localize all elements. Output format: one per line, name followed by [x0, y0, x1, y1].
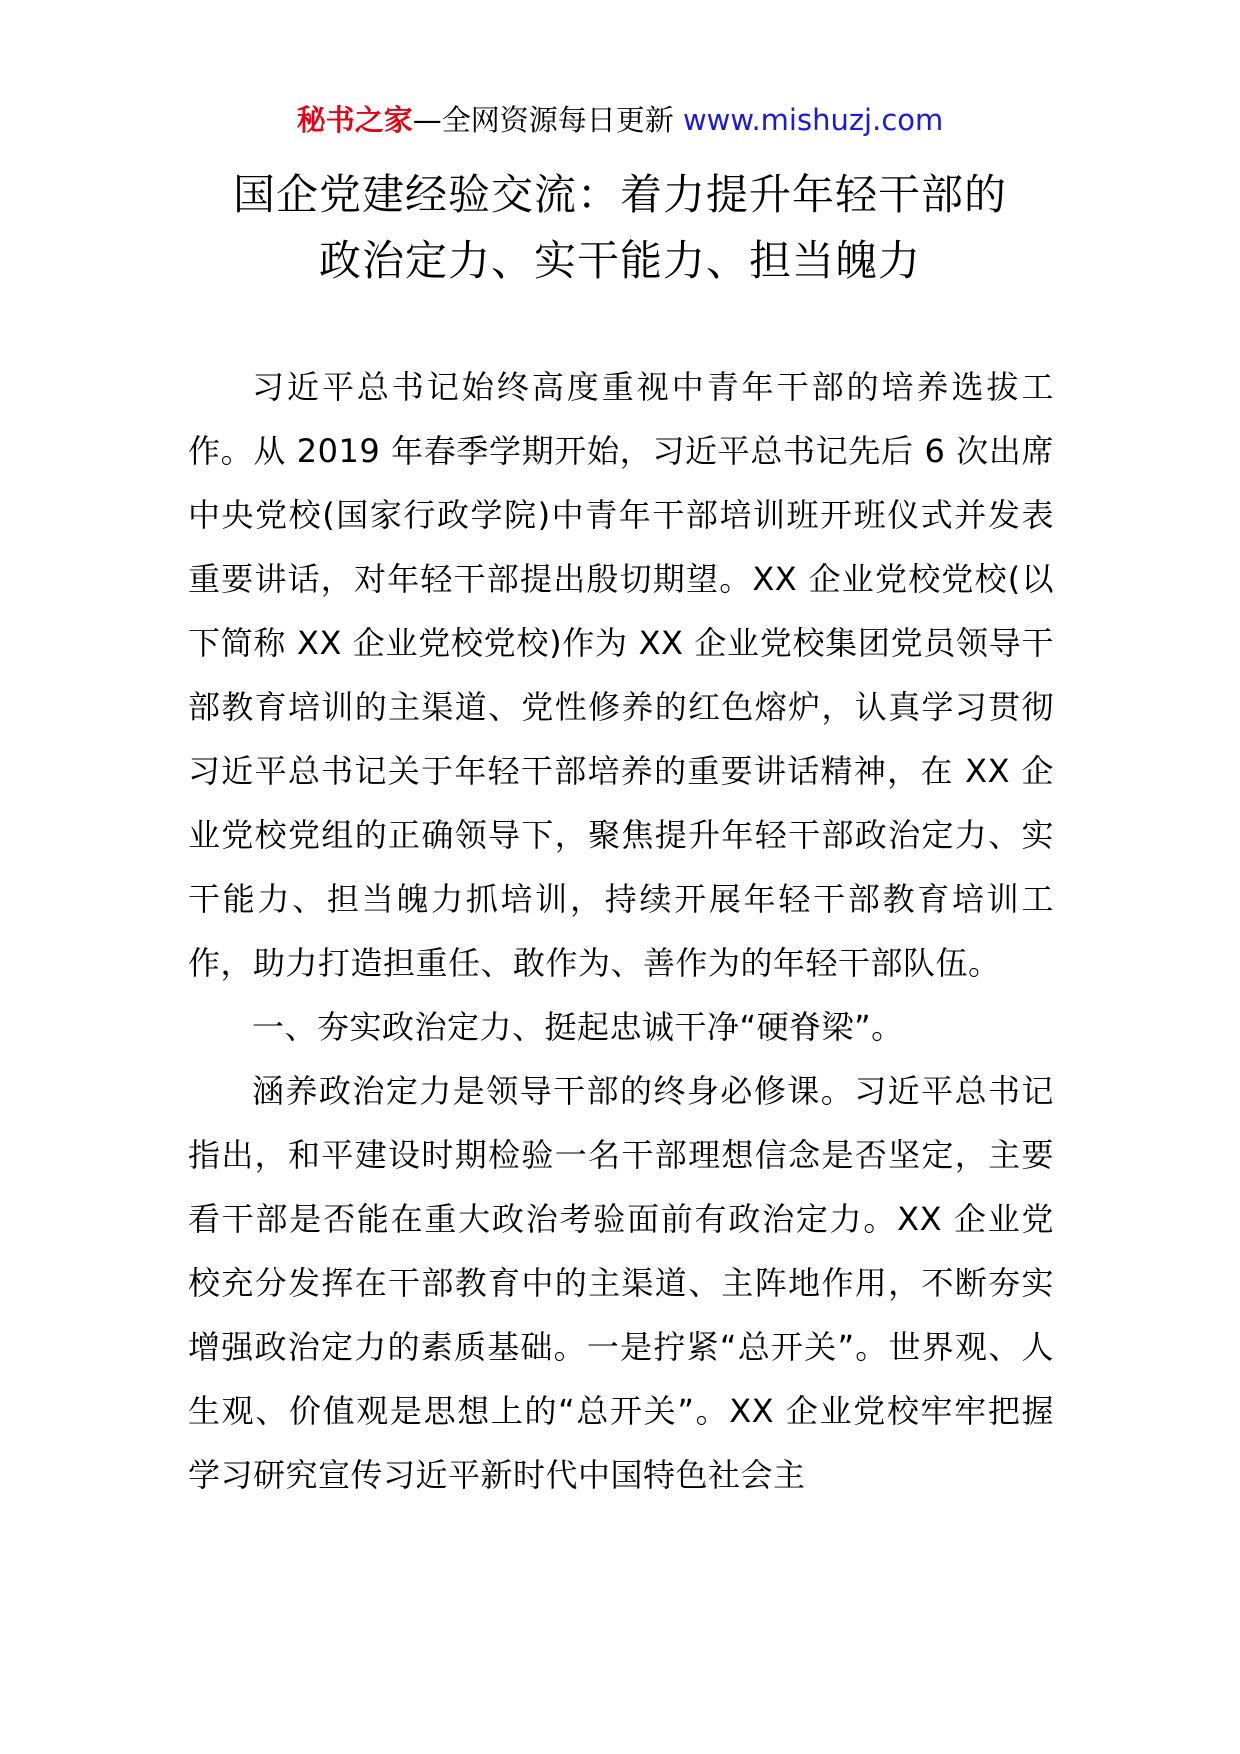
section-heading-1: 一、夯实政治定力、挺起忠诚干净“硬脊梁”。 [252, 1008, 904, 1046]
watermark-header [0, 100, 1240, 140]
brand-name: 秘书之家 [296, 103, 413, 137]
site-url: www.mishuzj.com [673, 103, 944, 137]
paragraph-intro: 习近平总书记始终高度重视中青年干部的培养选拔工作。从 2019 年春季学期开始，习近平总书记先后 6 次出席中央党校(国家行政学院)中青年干部培训班开班仪式并发表重要讲话，对年轻干部提出殷切期望。XX 企业党校党校(以下简称 XX 企业党校党校)作为 XX 企业党校集团党员领导干部教育培训的主渠道、党性修养的红色熔炉，认真学习贯彻习近平总书记关于年轻干部培养的重要讲话精神，在 XX 企业党校党组的正确领导下，聚焦提升年轻干部政治定力、实干能力、担当魄力抓培训，持续开展年轻干部教育培训工作，助力打造担重任、敢作为、善作为的年轻干部队伍。 [188, 368, 1054, 982]
title-line-2: 政治定力、实干能力、担当魄力 [318, 236, 921, 285]
document-body [188, 355, 1054, 1507]
brand-slogan: —全网资源每日更新 [412, 103, 674, 137]
title-line-1: 国企党建经验交流：着力提升年轻干部的 [232, 170, 1007, 219]
paragraph-section-1: 涵养政治定力是领导干部的终身必修课。习近平总书记指出，和平建设时期检验一名干部理想信念是否坚定，主要看干部是否能在重大政治考验面前有政治定力。XX 企业党校充分发挥在干部教育中的主渠道、主阵地作用，不断夯实增强政治定力的素质基础。一是拧紧“总开关”。世界观、人生观、价值观是思想上的“总开关”。XX 企业党校牢牢把握学习研究宣传习近平新时代中国特色社会主 [188, 1072, 1054, 1494]
document-title [0, 162, 1240, 294]
